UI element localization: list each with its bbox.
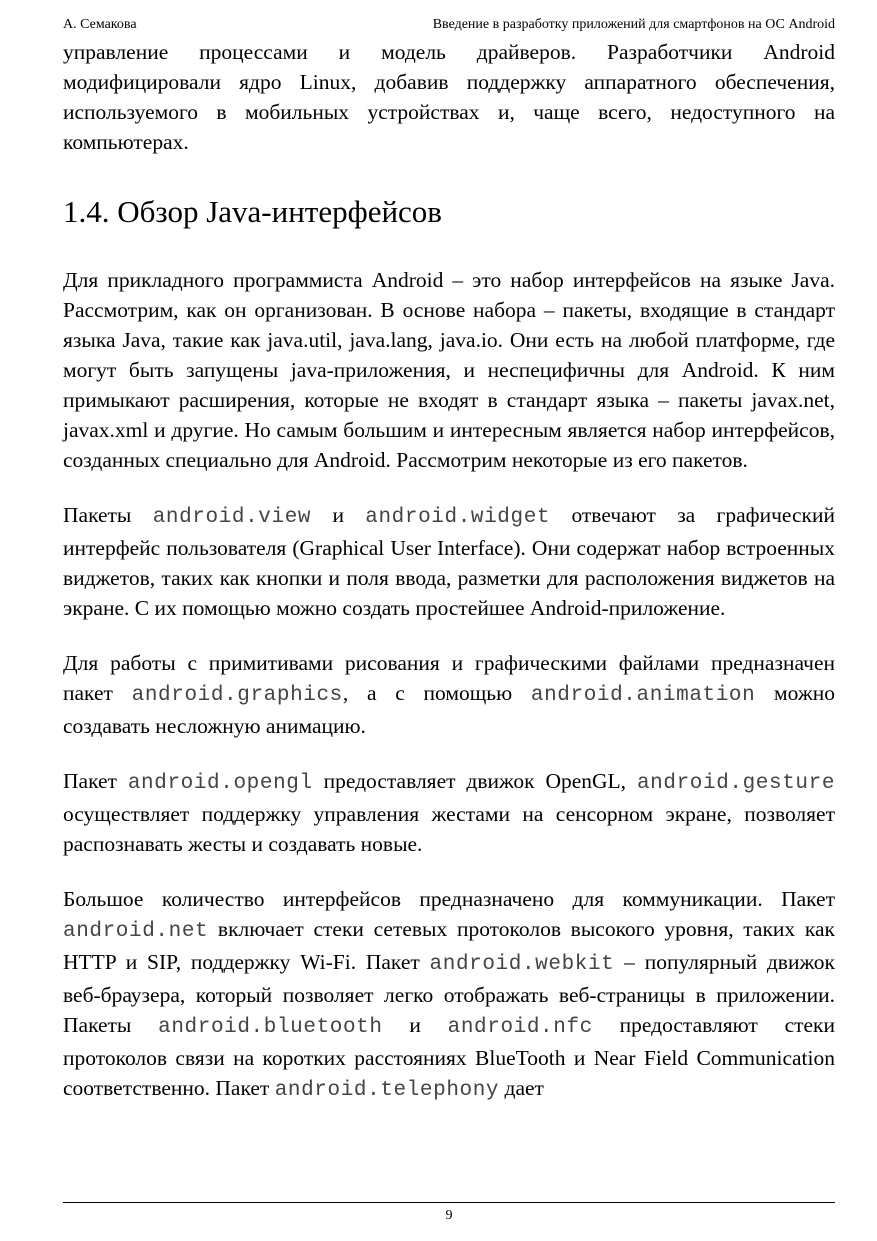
- text-run: и: [311, 503, 366, 527]
- paragraph-java-overview: Для прикладного программиста Android – это набор интерфейсов на языке Java. Рассмотрим, как он организован. В основе набора – пакеты, входящие в стандарт языка Java, такие как java.util, java.lang, java.io. Они есть на любой платформе, где могут быть запущены java-приложения, и неспецифичны для Android. К ним примыкают расширения, которые не входят в стандарт языка – пакеты javax.net, javax.xml и другие. Но самым большим и интересным является набор интерфейсов, созданных специально для Android. Рассмотрим некоторые из его пакетов.: [63, 268, 835, 472]
- code-package: android.webkit: [429, 953, 615, 976]
- text-run: предоставляет движок OpenGL,: [312, 769, 637, 793]
- section-heading: 1.4. Обзор Java-интерфейсов: [63, 194, 442, 229]
- text-run: дает: [499, 1076, 544, 1100]
- header-author: А. Семакова: [63, 17, 137, 32]
- code-package: android.nfc: [447, 1016, 593, 1039]
- text-run: Пакет: [63, 769, 128, 793]
- code-package: android.graphics: [131, 684, 343, 707]
- code-package: android.gesture: [636, 772, 836, 795]
- text-run: и: [382, 1013, 448, 1037]
- page-number: 9: [445, 1208, 453, 1223]
- code-package: android.bluetooth: [158, 1016, 383, 1039]
- text-run: Большое количество интерфейсов предназначено для коммуникации. Пакет: [63, 887, 835, 911]
- paragraph-kernel-continuation: управление процессами и модель драйверов. Разработчики Android модифицировали ядро Linux, добавив поддержку аппаратного обеспечения, используемого в мобильных устройствах и, чаще всего, недоступного на компьютерах.: [63, 40, 835, 154]
- page-content: [63, 37, 835, 1106]
- code-package: android.opengl: [127, 772, 313, 795]
- text-run: – популярный движок веб-браузера, который позволяет легко отображать веб-страницы в приложении. Пакеты: [63, 950, 835, 1037]
- text-run: Пакеты: [63, 503, 153, 527]
- paragraph-opengl: [63, 766, 835, 859]
- text-run: предоставляют стеки протоколов связи на коротких расстояниях BlueTooth и Near Field Communication соответственно. Пакет: [63, 1013, 835, 1100]
- code-package: android.telephony: [274, 1079, 500, 1102]
- code-package: android.widget: [365, 506, 551, 529]
- text-run: осуществляет поддержку управления жестами на сенсорном экране, позволяет распознавать жесты и создавать новые.: [63, 802, 835, 856]
- paragraph-graphics: [63, 648, 835, 741]
- code-package: android.animation: [530, 684, 756, 707]
- paragraph-communication: [63, 884, 835, 1106]
- code-package: android.view: [152, 506, 312, 529]
- running-header: [63, 16, 835, 34]
- code-package: android.net: [63, 920, 209, 943]
- header-title: Введение в разработку приложений для смартфонов на ОС Android: [432, 17, 835, 32]
- text-run: включает стеки сетевых протоколов высокого уровня, таких как HTTP и SIP, поддержку Wi-Fi. Пакет: [63, 917, 835, 974]
- footer-rule: [63, 1202, 835, 1203]
- paragraph-view-widget: [63, 500, 835, 623]
- text-run: можно создавать несложную анимацию.: [63, 681, 835, 738]
- text-run: , а с помощью: [342, 681, 531, 705]
- text-run: Для работы с примитивами рисования и графическими файлами предназначен пакет: [63, 651, 835, 705]
- text-run: отвечают за графический интерфейс пользователя (Graphical User Interface). Они содержат набор встроенных виджетов, таких как кнопки и поля ввода, разметки для расположения виджетов на экране. С их помощью можно создать простейшее Android-приложение.: [63, 503, 835, 620]
